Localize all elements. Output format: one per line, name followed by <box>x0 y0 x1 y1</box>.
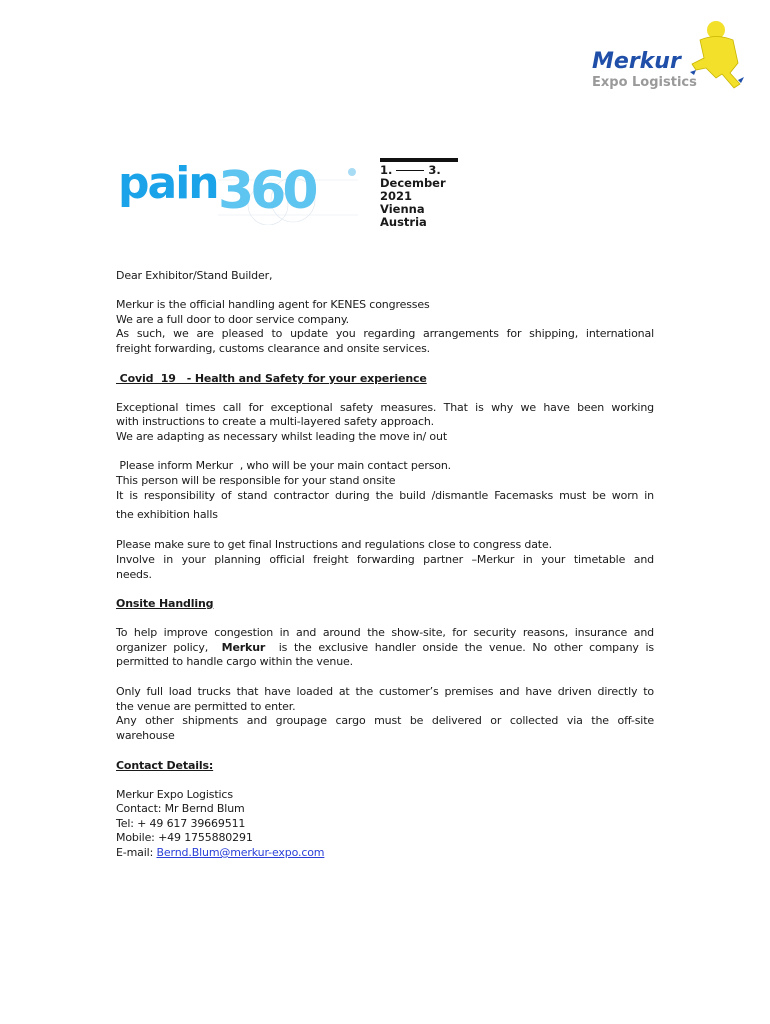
onsite-heading: Onsite Handling <box>116 597 214 610</box>
intro-line: We are a full door to door service company. <box>116 313 350 326</box>
svg-text:Expo Logistics: Expo Logistics <box>592 75 697 90</box>
covid-line: Please inform Merkur , who will be your main contact person. <box>116 459 452 472</box>
email-label: E-mail: <box>116 846 157 859</box>
merkur-bold: Merkur <box>221 641 266 654</box>
onsite-line: Any other shipments and groupage cargo must be delivered or collected via the off-site <box>116 714 654 727</box>
covid-line: with instructions to create a multi-layered safety approach. <box>116 415 435 428</box>
covid-line: Exceptional times call for exceptional safety measures. That is why we have been working <box>116 401 654 414</box>
event-month: December <box>380 176 446 190</box>
covid-line: Involve in your planning official freight forwarding partner –Merkur in your timetable and <box>116 553 654 566</box>
email-link[interactable]: Bernd.Blum@merkur-expo.com <box>156 846 325 859</box>
start-day: 1. <box>380 163 393 177</box>
contact-email <box>116 846 654 860</box>
onsite-line: the venue are permitted to enter. <box>116 700 296 713</box>
text: is the exclusive handler onside the venue. No other company is <box>271 641 655 654</box>
contact-mobile: Mobile: +49 1755880291 <box>116 831 253 844</box>
onsite-line <box>116 641 654 655</box>
covid-line: needs. <box>116 568 152 581</box>
event-city: Vienna <box>380 202 425 216</box>
contact-person: Contact: Mr Bernd Blum <box>116 802 245 815</box>
svg-text:360: 360 <box>218 161 315 221</box>
event-year: 2021 <box>380 189 413 203</box>
intro-line: Merkur is the official handling agent for KENES congresses <box>116 298 430 311</box>
covid-line: the exhibition halls <box>116 508 218 521</box>
contact-company: Merkur Expo Logistics <box>116 788 233 801</box>
merkur-expo-logistics-logo <box>588 18 760 93</box>
contact-heading: Contact Details: <box>116 759 214 772</box>
date-bar <box>380 158 458 162</box>
covid-line: We are adapting as necessary whilst leading the move in/ out <box>116 430 447 443</box>
event-dates <box>380 158 460 229</box>
onsite-line: Only full load trucks that have loaded at the customer’s premises and have driven directly to <box>116 685 654 698</box>
onsite-line: permitted to handle cargo within the venue. <box>116 655 354 668</box>
pain360-event-logo <box>118 150 363 225</box>
greeting: Dear Exhibitor/Stand Builder, <box>116 269 273 282</box>
intro-line: As such, we are pleased to update you regarding arrangements for shipping, international <box>116 327 654 340</box>
event-country: Austria <box>380 215 427 229</box>
onsite-line: To help improve congestion in and around the show-site, for security reasons, insurance and <box>116 626 654 639</box>
onsite-line: warehouse <box>116 729 175 742</box>
runner-figure-icon <box>690 21 744 88</box>
covid-line: Please make sure to get final Instructions and regulations close to congress date. <box>116 538 552 551</box>
covid-line: It is responsibility of stand contractor during the build /dismantle Facemasks must be worn in <box>116 489 654 502</box>
svg-text:pain: pain <box>118 158 218 209</box>
text: organizer policy, <box>116 641 215 654</box>
end-day: 3. <box>428 163 441 177</box>
svg-text:Merkur: Merkur <box>592 49 681 74</box>
contact-tel: Tel: + 49 617 39669511 <box>116 817 246 830</box>
covid-line: This person will be responsible for your stand onsite <box>116 474 396 487</box>
intro-line: freight forwarding, customs clearance and onsite services. <box>116 342 431 355</box>
covid-heading: Covid 19 - Health and Safety for your experience <box>116 372 427 385</box>
